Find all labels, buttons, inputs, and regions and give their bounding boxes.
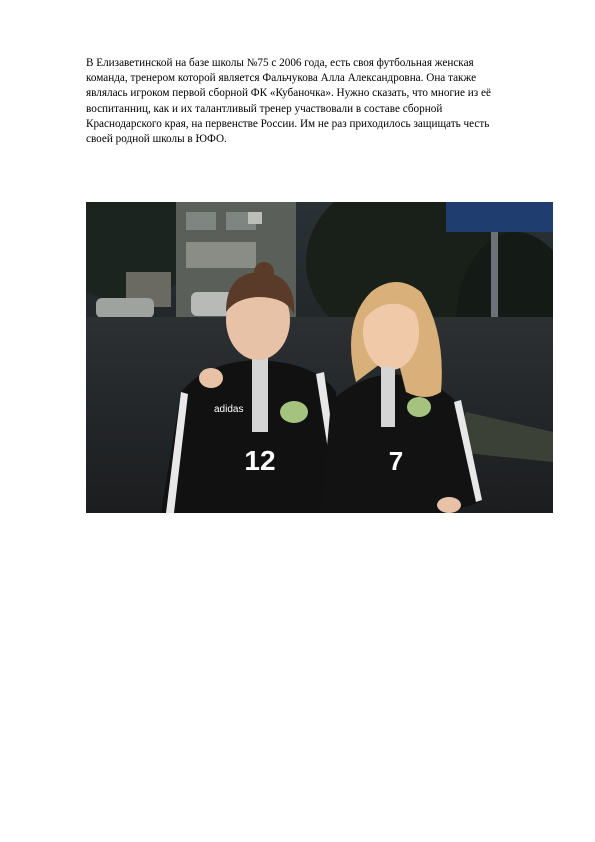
jersey-brand: adidas <box>214 404 244 415</box>
paragraph-line: воспитанниц, как и их талантливый тренер участвовали в составе сборной <box>86 102 443 115</box>
photo-illustration <box>86 202 553 513</box>
paragraph-line: В Елизаветинской на базе школы №75 с 2006 года, есть своя футбольная женская <box>86 57 474 69</box>
paragraph-line: являлась игроком первой сборной ФК «Кубаночка». Нужно сказать, что многие из её <box>86 87 491 100</box>
paragraph-line: Краснодарского края, на первенстве России. Им не раз приходилось защищать честь <box>86 117 490 130</box>
team-photo <box>86 202 553 513</box>
intro-paragraph <box>86 56 546 147</box>
jersey-number-right: 7 <box>388 446 404 476</box>
paragraph-line: своей родной школы в ЮФО. <box>86 133 227 146</box>
jersey-number-left: 12 <box>244 445 276 476</box>
paragraph-line: команда, тренером которой является Фальчукова Алла Александровна. Она также <box>86 72 477 85</box>
